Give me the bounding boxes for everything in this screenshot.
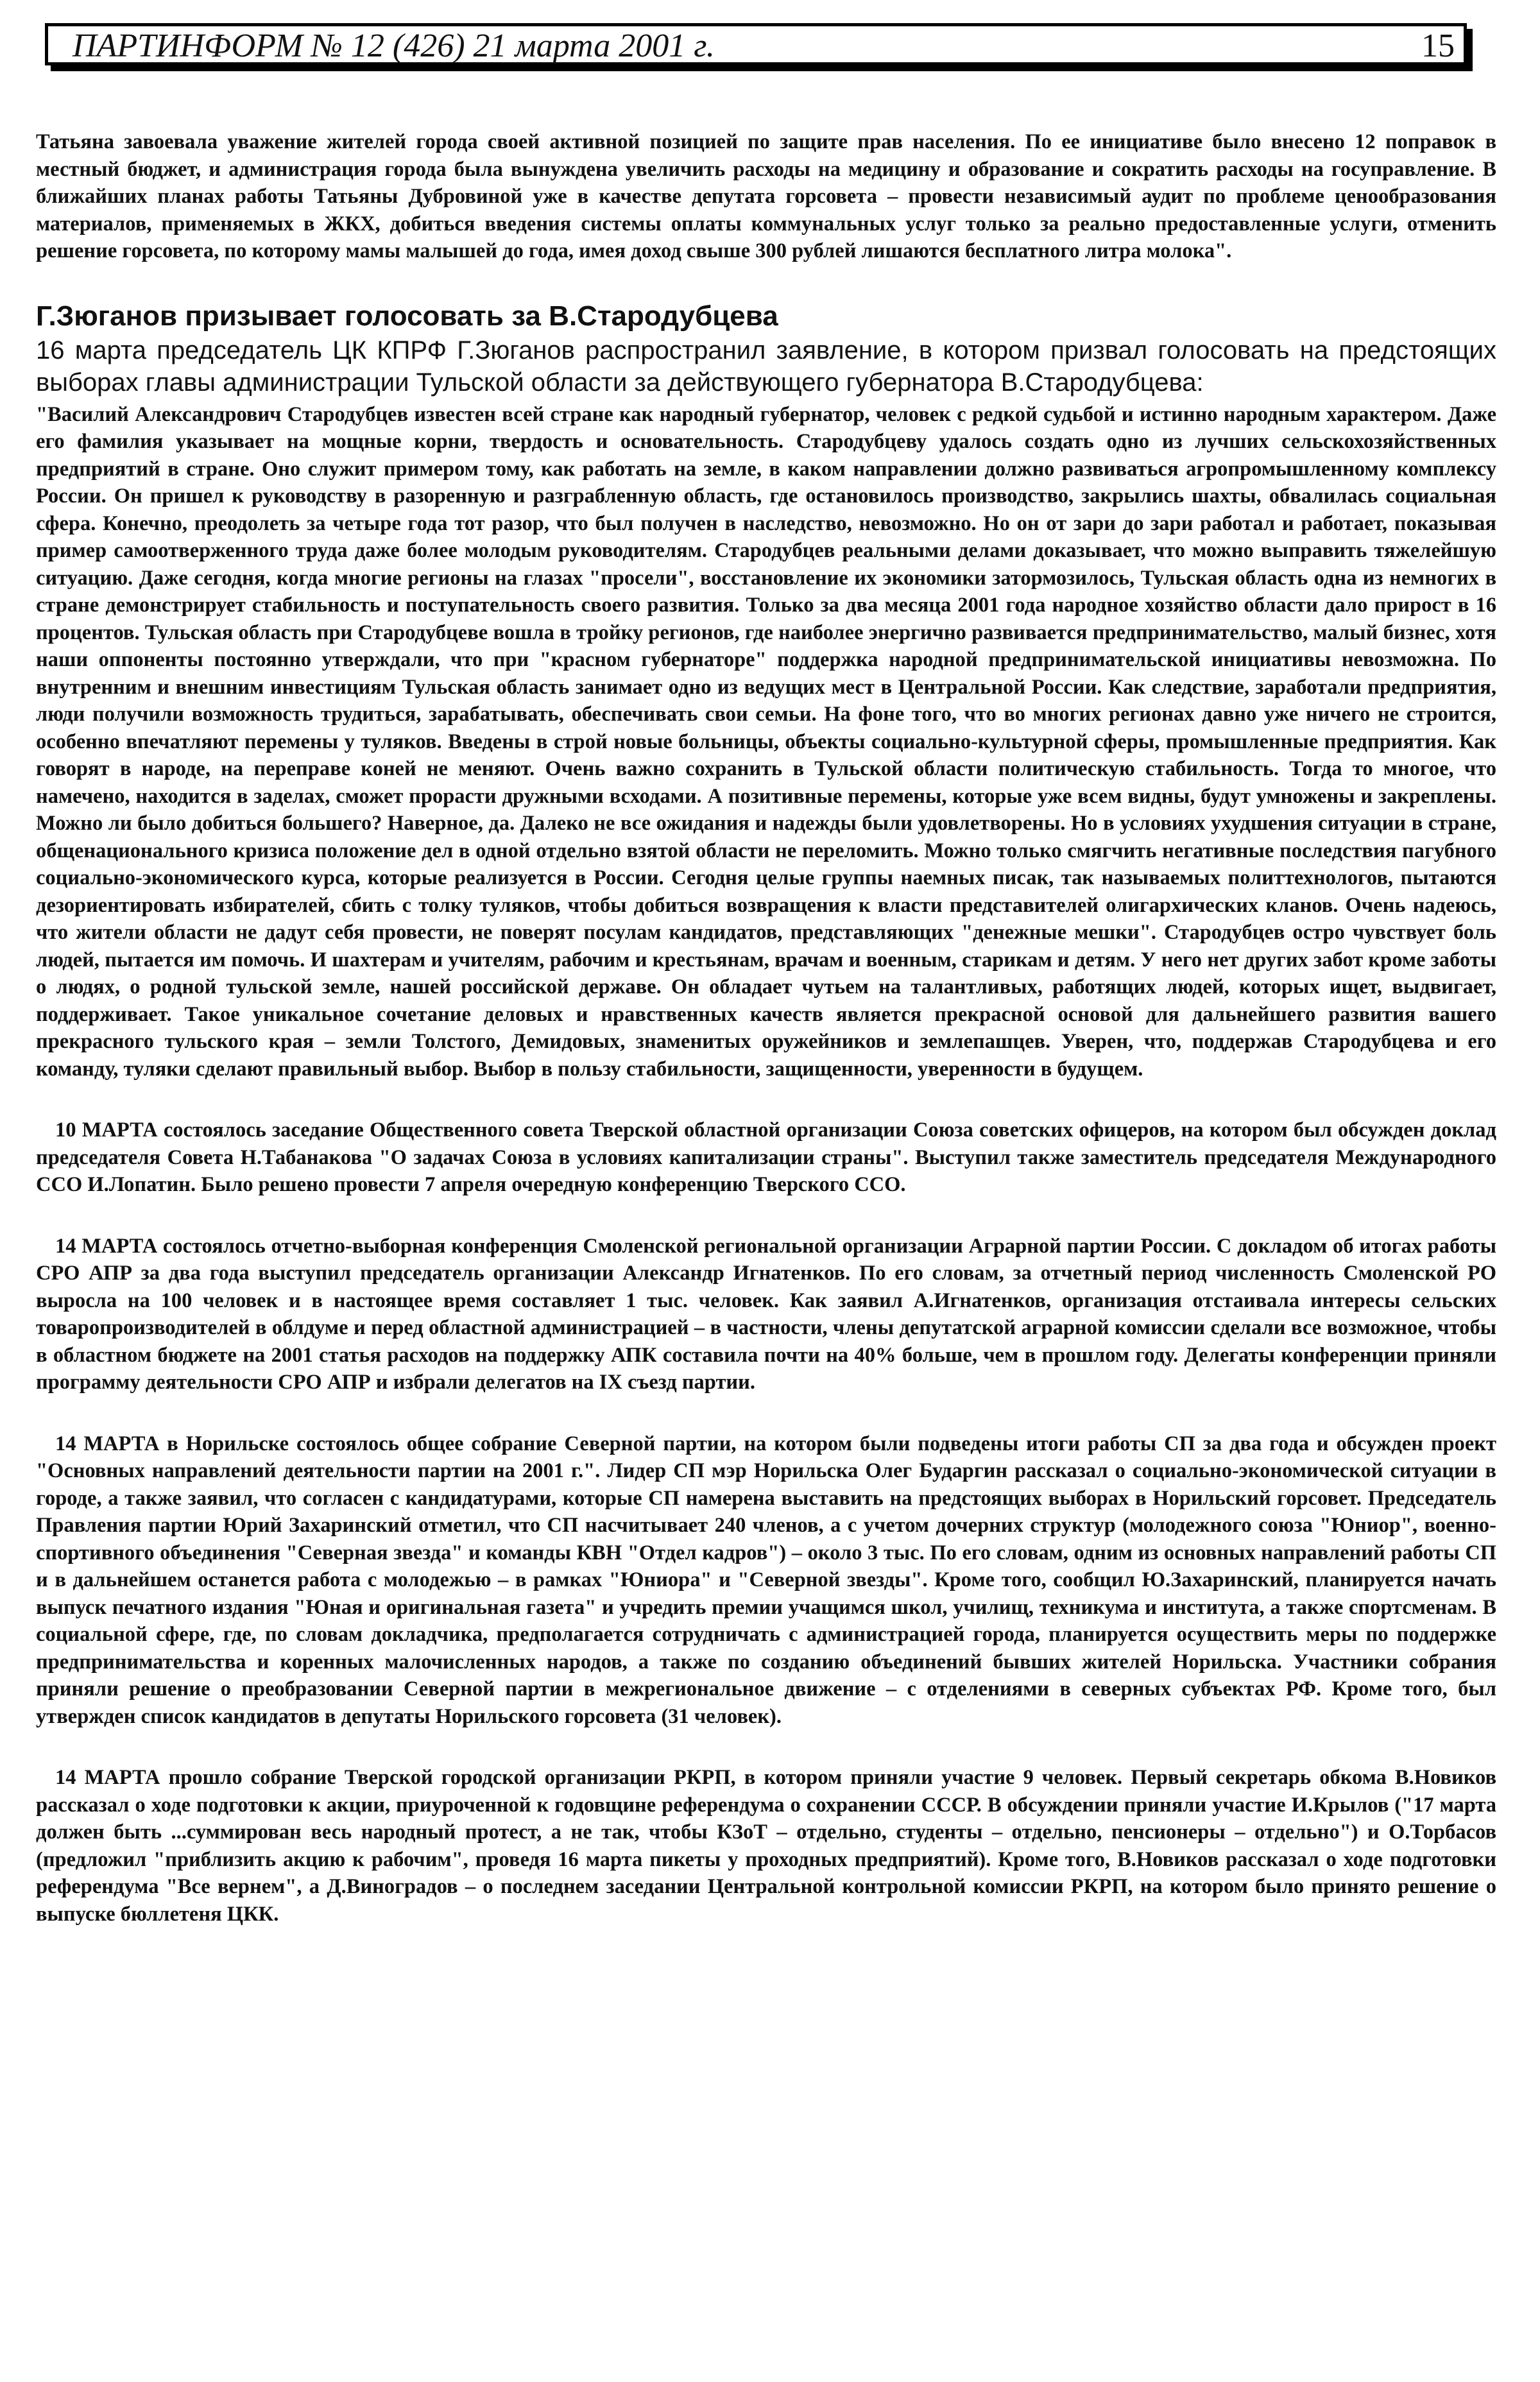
news-item-smolensk-apr: 14 МАРТА состоялось отчетно-выборная конференция Смоленской региональной организации Аграрной партии России. С докладом об итогах работы СРО АПР за два года выступил председатель организации Александр Игнатенков. По его словам, за отчетный период численность Смоленской РО выросла на 100 человек и в настоящее время составляет 1 тыс. человек. Как заявил А.Игнатенков, организация отстаивала интересы сельских товаропроизводителей в облдуме и перед областной администрацией – в частности, члены депутатской аграрной комиссии сделали все возможное, чтобы в областном бюджете на 2001 статья расходов на поддержку АПК составила почти на 40% больше, чем в прошлом году. Делегаты конференции приняли программу деятельности СРО АПР и избрали делегатов на IX съезд партии. bbox=[36, 1234, 1496, 1394]
article-quote: "Василий Александрович Стародубцев известен всей стране как народный губернатор, человек с редкой судьбой и истинно народным характером. Даже его фамилия указывает на мощные корни, твердость и основательность. Стародубцеву удалось создать одно из лучших сельскохозяйственных предприятий в стране. Оно служит примером тому, как работать на земле, в каком направлении должно развиваться агропромышленному комплексу России. Он пришел к руководству в разоренную и разграбленную область, где остановилось производство, закрылись шахты, обвалилась социальная сфера. Конечно, преодолеть за четыре года тот разор, что был получен в наследство, невозможно. Но он от зари до зари работал и работает, показывая пример самоотверженного труда даже более молодым руководителям. Стародубцев реальными делами доказывает, что можно выправить тяжелейшую ситуацию. Даже сегодня, когда многие регионы на глазах "просели", восстановление их экономики затормозилось, Тульская область одна из немногих в стране демонстрирует стабильность и поступательность своего развития. Только за два месяца 2001 года народное хозяйство области дало прирост в 16 процентов. Тульская область при Стародубцеве вошла в тройку регионов, где наиболее энергично развивается предпринимательство, малый бизнес, хотя наши оппоненты постоянно утверждали, что при "красном губернаторе" поддержка народной предпринимательской инициативы невозможна. По внутренним и внешним инвестициям Тульская область занимает одно из ведущих мест в Центральной России. Как следствие, заработали предприятия, люди получили возможность трудиться, зарабатывать, обеспечивать свои семьи. На фоне того, что во многих регионах давно уже ничего не строится, особенно впечатляют перемены у туляков. Введены в строй новые больницы, объекты социально-культурной сферы, промышленные предприятия. Как говорят в народе, на переправе коней не меняют. Очень важно сохранить в Тульской области политическую стабильность. Тогда то многое, что намечено, находится в заделах, сможет прорасти дружными всходами. А позитивные перемены, которые уже всем видны, будут умножены и закреплены. Можно ли было добиться большего? Наверное, да. Далеко не все ожидания и надежды были удовлетворены. Но в условиях ухудшения ситуации в стране, общенационального кризиса положение дел в одной отдельно взятой области не переломить. Можно только смягчить негативные последствия пагубного социально-экономического курса, которые реализуется в России. Сегодня целые группы наемных писак, так называемых политтехнологов, пытаются дезориентировать избирателей, сбить с толку туляков, чтобы добиться возвращения к власти представителей олигархических кланов. Очень надеюсь, что жители области не дадут себя провести, не поверят посулам кандидатов, представляющих "денежные мешки". Стародубцев остро чувствует боль людей, пытается им помочь. И шахтерам и учителям, рабочим и крестьянам, врачам и военным, старикам и детям. У него нет других забот кроме заботы о людях, о родной тульской земле, нашей российской державе. Он обладает чутьем на талантливых, работящих людей, которых ищет, выдвигает, поддерживает. Такое уникальное сочетание деловых и нравственных качеств является прекрасной основой для дальнейшего развития вашего прекрасного тульского края – земли Толстого, Демидовых, знаменитых оружейников и землепашцев. Уверен, что, поддержав Стародубцева и его команду, туляки сделают правильный выбор. Выбор в пользу стабильности, защищенности, уверенности в будущем. bbox=[36, 402, 1496, 1081]
article-lead: 16 марта председатель ЦК КПРФ Г.Зюганов распространил заявление, в котором призвал голосовать на предстоящих выборах главы администрации Тульской области за действующего губернатора В.Стародубцева: bbox=[36, 336, 1496, 397]
article-column bbox=[36, 128, 1496, 1928]
publication-title: ПАРТИНФОРМ № 12 (426) 21 марта 2001 г. bbox=[73, 28, 715, 64]
page-header bbox=[45, 23, 1467, 65]
news-item-norilsk-party: 14 МАРТА в Норильске состоялось общее собрание Северной партии, на котором были подведены итоги работы СП за два года и обсужден проект "Основных направлений деятельности партии на 2001 г.". Лидер СП мэр Норильска Олег Бударгин рассказал о социально-экономической ситуации в городе, а также заявил, что согласен с кандидатурами, которые СП намерена выставить на предстоящих выборах в Норильский горсовет. Председатель Правления партии Юрий Захаринский отметил, что СП насчитывает 240 членов, а с учетом дочерних структур (молодежного союза "Юниор", военно-спортивного объединения "Северная звезда" и команды КВН "Отдел кадров") – около 3 тыс. По его словам, одним из основных направлений работы СП и в дальнейшем останется работа с молодежью – в рамках "Юниора" и "Северной звезды". Кроме того, сообщил Ю.Захаринский, планируется начать выпуск печатного издания "Юная и оригинальная газета" и учредить премии учащимся школ, училищ, техникума и института, а также спортсменам. В социальной сфере, где, по словам докладчика, предполагается сотрудничать с администрацией города, планируется осуществить меры по поддержке предпринимательства и коренных малочисленных народов, а также по созданию объединений бывших жителей Норильска. Участники собрания приняли решение о преобразовании Северной партии в межрегиональное движение – с отделениями в северных субъектах РФ. Кроме того, был утвержден список кандидатов в депутаты Норильского горсовета (31 человек). bbox=[36, 1432, 1496, 1728]
article-headline: Г.Зюганов призывает голосовать за В.Стародубцева bbox=[36, 300, 778, 332]
intro-paragraph: Татьяна завоевала уважение жителей города своей активной позицией по защите прав населения. По ее инициативе было внесено 12 поправок в местный бюджет, и администрация города была вынуждена увеличить расходы на медицину и образование и сократить расходы на госуправление. В ближайших планах работы Татьяны Дубровиной уже в качестве депутата горсовета – провести независимый аудит по проблеме ценообразования материалов, применяемых в ЖКХ, добиться введения системы оплаты коммунальных услуг только за реально предоставленные услуги, отменить решение горсовета, по которому мамы малышей до года, имея доход свыше 300 рублей лишаются бесплатного литра молока". bbox=[36, 130, 1496, 262]
news-item-tver-rkrp: 14 МАРТА прошло собрание Тверской городской организации РКРП, в котором приняли участие 9 человек. Первый секретарь обкома В.Новиков рассказал о ходе подготовки к акции, приуроченной к годовщине референдума о сохранении СССР. В обсуждении приняли участие И.Крылов ("17 марта должен быть ...суммирован весь народный протест, а не так, чтобы КЗоТ – отдельно, студенты – отдельно, пенсионеры – отдельно") и О.Торбасов (предложил "приблизить акцию к рабочим", проведя 16 марта пикеты у проходных предприятий). Кроме того, В.Новиков рассказал о ходе подготовки референдума "Все вернем", а Д.Виноградов – о последнем заседании Центральной контрольной комиссии РКРП, на котором было принято решение о выпуске бюллетеня ЦКК. bbox=[36, 1766, 1496, 1926]
page-number: 15 bbox=[1421, 28, 1455, 64]
news-item-tver-officers: 10 МАРТА состоялось заседание Общественного совета Тверской областной организации Союза советских офицеров, на котором был обсужден доклад председателя Совета Н.Табанакова "О задачах Союза в условиях капитализации страны". Выступил также заместитель председателя Международного ССО И.Лопатин. Было решено провести 7 апреля очередную конференцию Тверского ССО. bbox=[36, 1118, 1496, 1196]
